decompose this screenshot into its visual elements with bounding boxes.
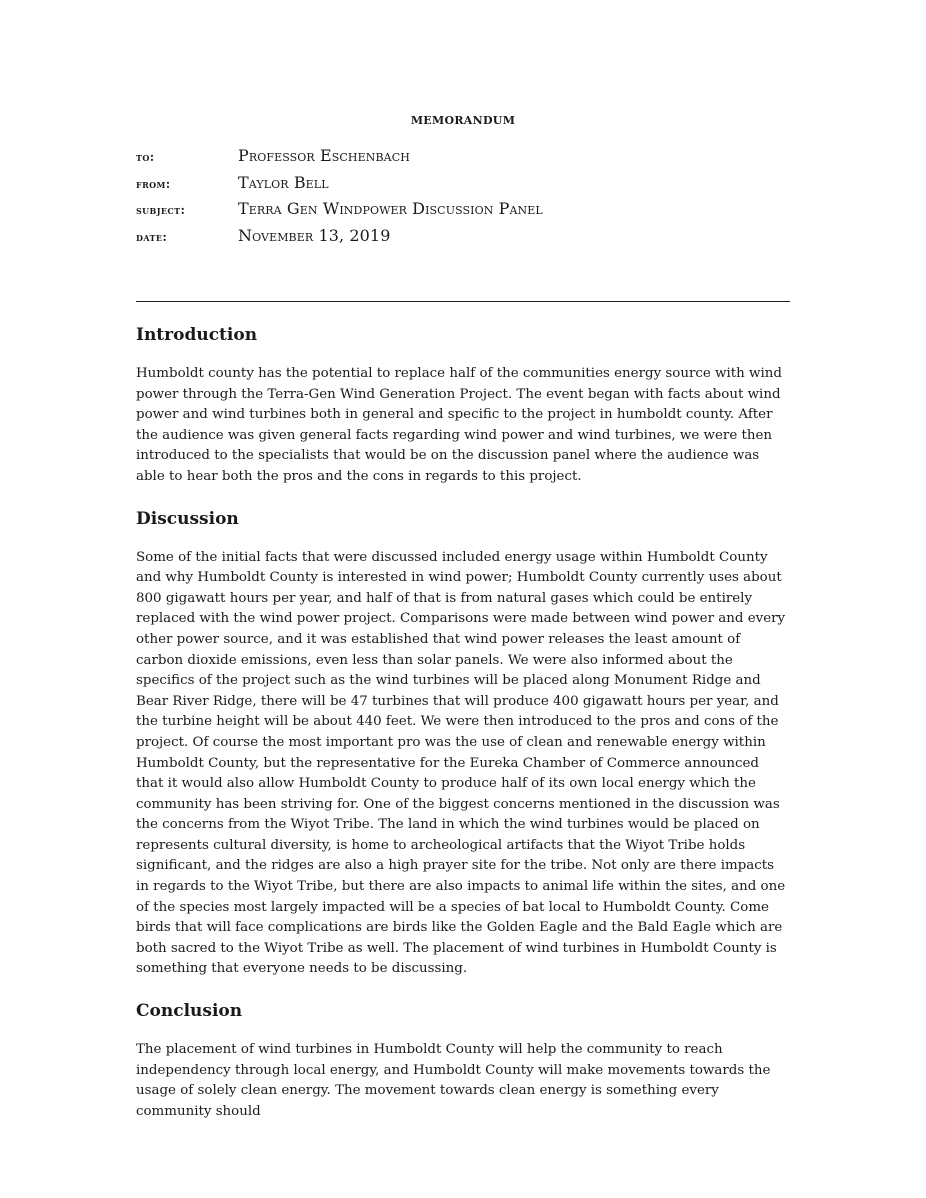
memo-body bbox=[136, 322, 790, 1140]
memo-from-value: Taylor Bell bbox=[238, 172, 329, 192]
memo-subject-row bbox=[136, 199, 790, 226]
memo-to-label: to: bbox=[136, 150, 155, 164]
conclusion-heading: Conclusion bbox=[136, 1001, 243, 1022]
memo-header bbox=[136, 146, 790, 252]
discussion-section bbox=[136, 506, 790, 980]
introduction-section bbox=[136, 322, 790, 488]
memo-date-label: date: bbox=[136, 229, 168, 244]
memo-from-row bbox=[136, 173, 790, 200]
discussion-heading: Discussion bbox=[136, 508, 239, 529]
memo-from-label: from: bbox=[136, 176, 171, 191]
discussion-paragraph: Some of the initial facts that were discussed included energy usage within Humboldt County and why Humboldt County is interested in wind power; Humboldt County currently uses about 800 gigawatt hours per year, and half of that is from natural gases which could be entirely replaced with the wind power project. Comparisons were made between wind power and every other power source, and it was established that wind power releases the least amount of carbon dioxide emissions, even less than solar panels. We were also informed about the specifics of the project such as the wind turbines will be placed along Monument Ridge and Bear River Ridge, there will be 47 turbines that will produce 400 gigawatt hours per year, and the turbine height will be about 440 feet. We were then introduced to the pros and cons of the project. Of course the most important pro was the use of clean and renewable energy within Humboldt County, but the representative for the Eureka Chamber of Commerce announced that it would also allow Humboldt County to produce half of its own local energy which the community has been striving for. One of the biggest concerns mentioned in the discussion was the concerns from the Wiyot Tribe. The land in which the wind turbines would be placed on represents cultural diversity, is home to archeological artifacts that the Wiyot Tribe holds significant, and the ridges are also a high prayer site for the tribe. Not only are there impacts in regards to the Wiyot Tribe, but there are also impacts to animal life within the sites, and one of the species most largely impacted will be a species of bat local to Humboldt County. Come birds that will face complications are birds like the Golden Eagle and the Bald Eagle which are both sacred to the Wiyot Tribe as well. The placement of wind turbines in Humboldt County is something that everyone needs to be discussing. bbox=[136, 549, 786, 977]
memo-to-value: Professor Eschenbach bbox=[238, 146, 410, 165]
memo-date-value: November 13, 2019 bbox=[238, 225, 391, 245]
introduction-paragraph: Humboldt county has the potential to replace half of the communities energy source with wind power through the Terra-Gen Wind Generation Project. The event began with facts about wind power and wind turbines both in general and specific to the project in humboldt county. After the audience was given general facts regarding wind power and wind turbines, we were then introduced to the specialists that would be on the discussion panel where the audience was able to hear both the pros and the cons in regards to this project. bbox=[136, 366, 782, 484]
memo-to-row bbox=[136, 146, 790, 173]
conclusion-section bbox=[136, 998, 790, 1122]
introduction-heading: Introduction bbox=[136, 325, 258, 345]
memo-subject-label: subject: bbox=[136, 203, 186, 217]
conclusion-paragraph: The placement of wind turbines in Humboldt County will help the community to reach independency through local energy, and Humboldt County will make movements towards the usage of solely clean energy. The movement towards clean energy is something every community should bbox=[136, 1042, 771, 1119]
memo-date-row bbox=[136, 226, 790, 253]
header-divider bbox=[136, 301, 790, 302]
memo-subject-value: Terra Gen Windpower Discussion Panel bbox=[238, 199, 543, 218]
memo-title: MEMORANDUM bbox=[410, 114, 516, 127]
